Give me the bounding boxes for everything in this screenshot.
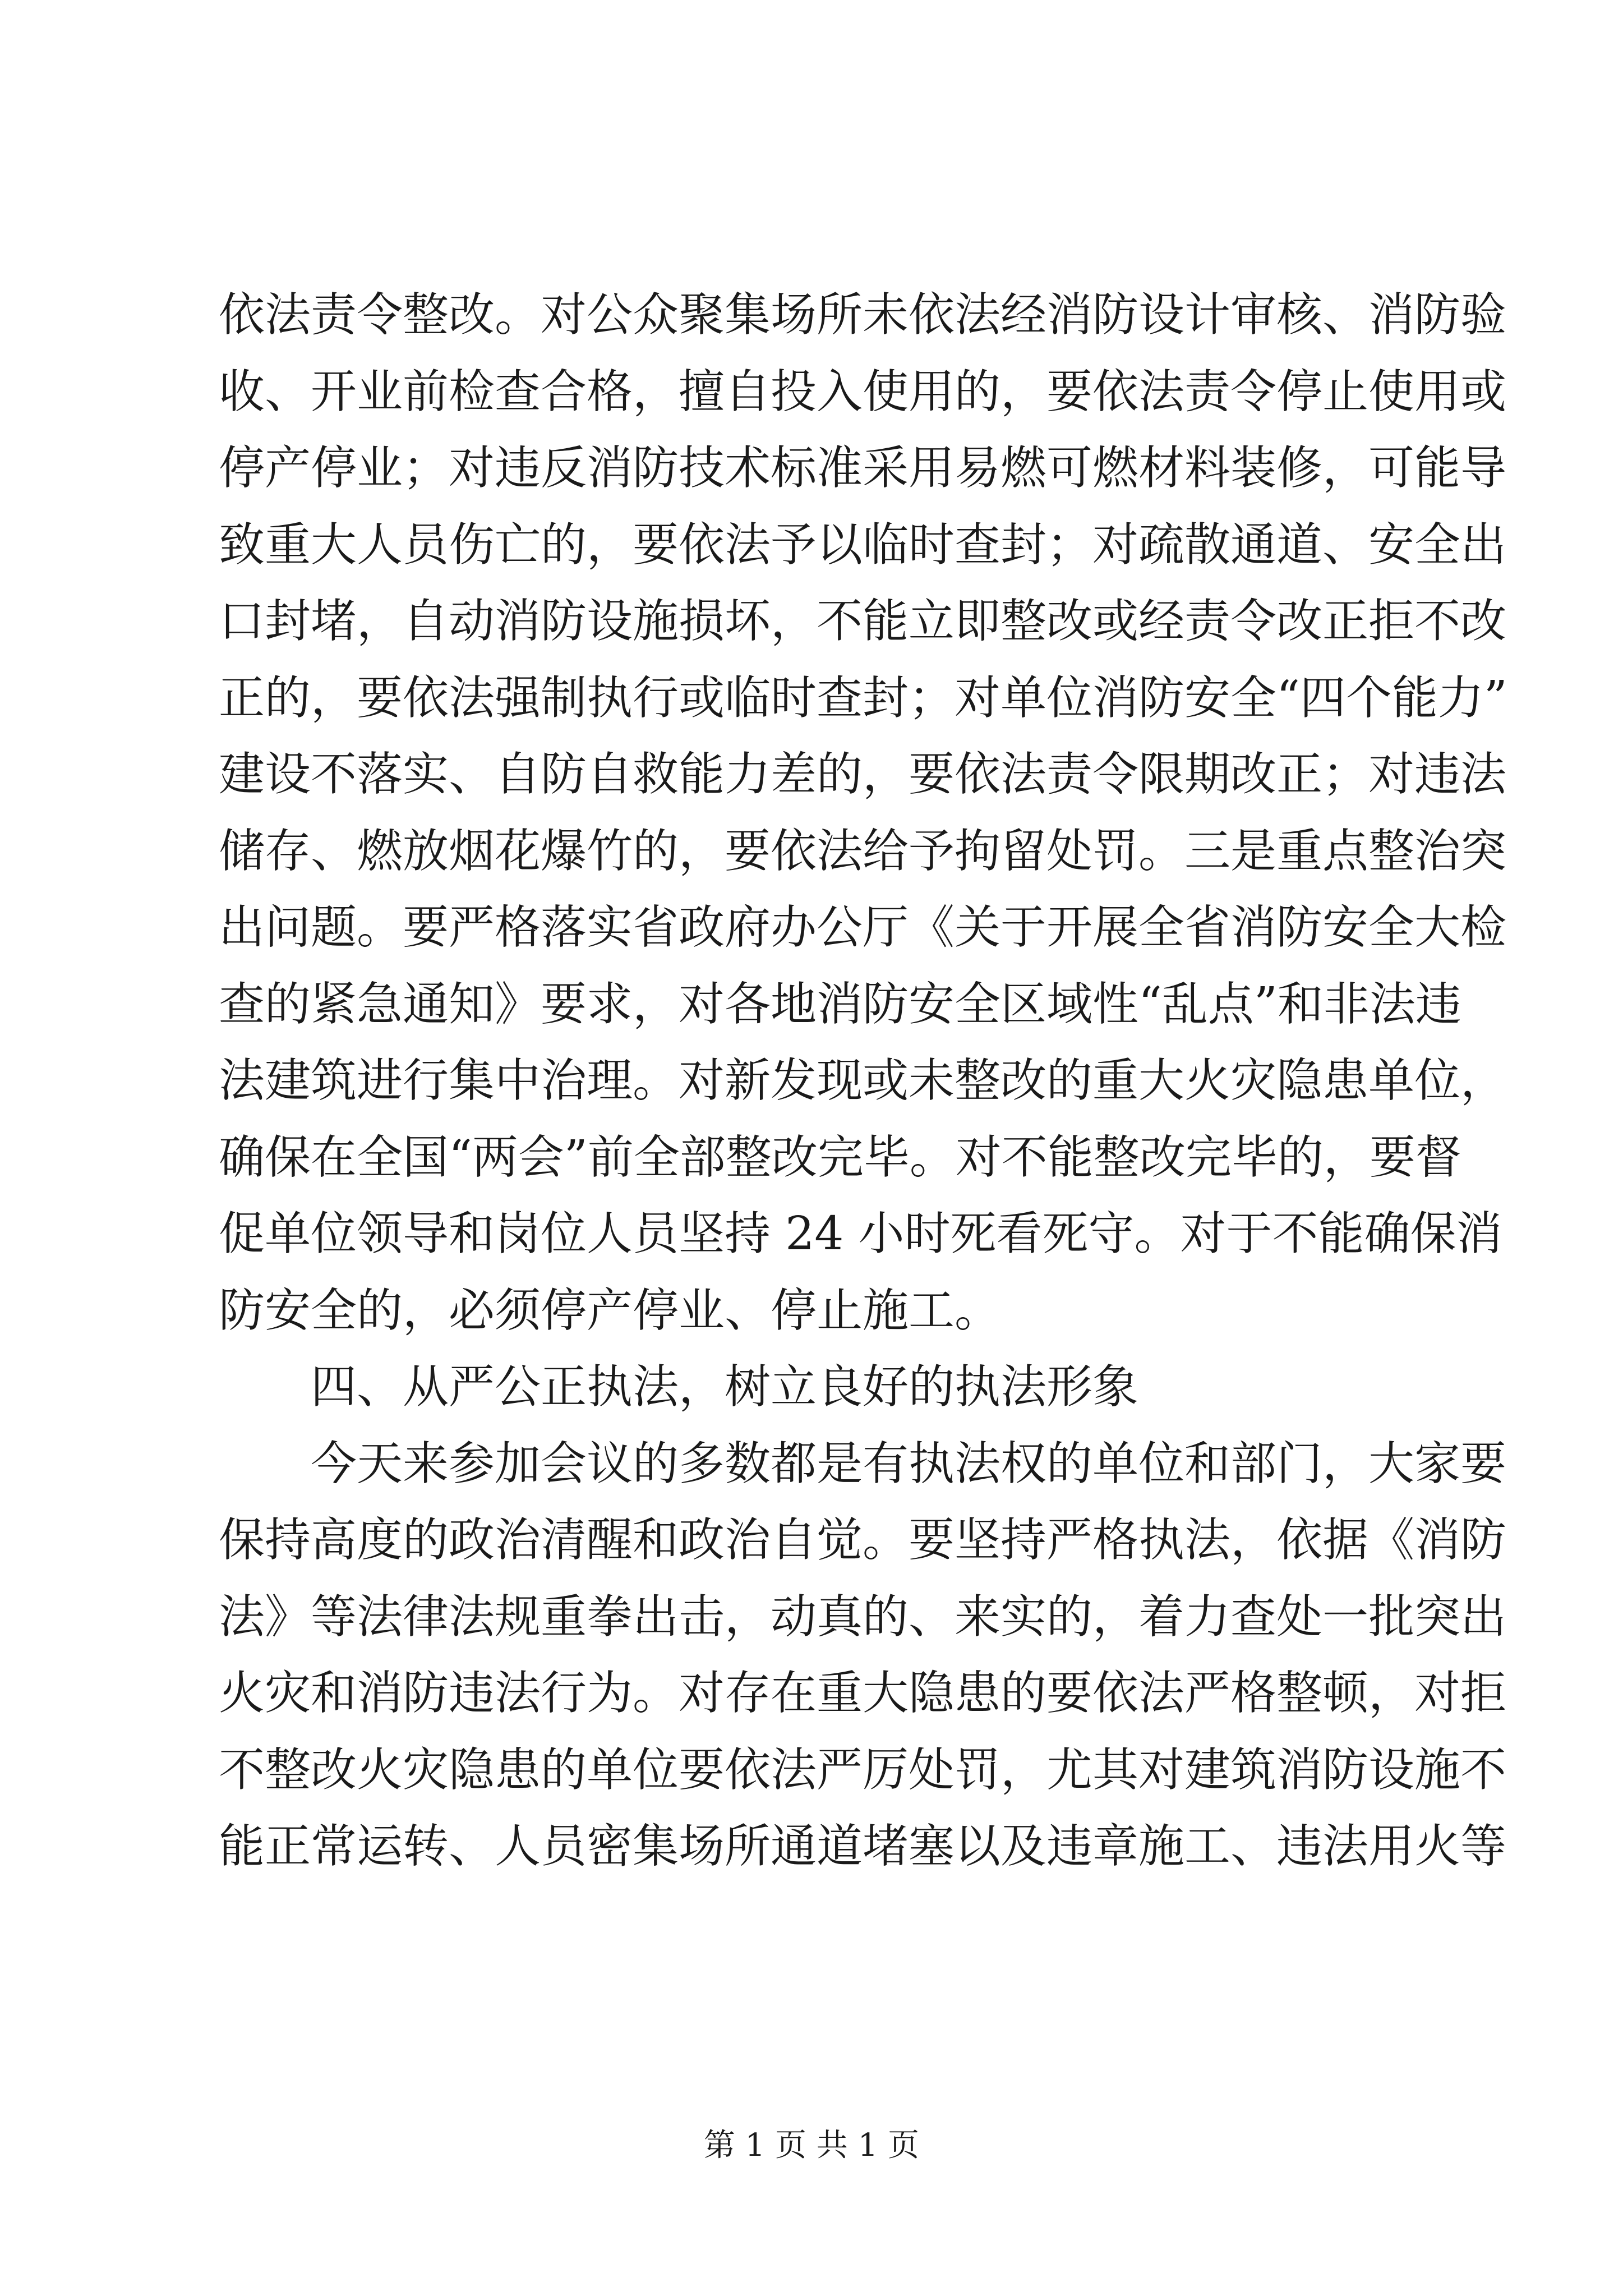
- text-line: 出问题。要严格落实省政府办公厅《关于开展全省消防安全大检: [219, 901, 1507, 954]
- text-line: 法》等法律法规重拳出击，动真的、来实的，着力查处一批突出: [219, 1590, 1507, 1644]
- text-line: 火灾和消防违法行为。对存在重大隐患的要依法严格整顿，对拒: [219, 1667, 1507, 1720]
- text-line: 促单位领导和岗位人员坚持 24 小时死看死守。对于不能确保消: [219, 1207, 1502, 1260]
- page-number-label: 第 1 页 共 1 页: [703, 2127, 920, 2164]
- text-line: 建设不落实、自防自救能力差的，要依法责令限期改正；对违法: [219, 748, 1507, 801]
- text-line: 不整改火灾隐患的单位要依法严厉处罚，尤其对建筑消防设施不: [219, 1743, 1507, 1797]
- text-line: 今天来参加会议的多数都是有执法权的单位和部门，大家要: [311, 1437, 1507, 1490]
- text-line: 能正常运转、人员密集场所通道堵塞以及违章施工、违法用火等: [219, 1820, 1507, 1873]
- text-line: 收、开业前检查合格，擅自投入使用的，要依法责令停止使用或: [219, 365, 1507, 418]
- text-line: 保持高度的政治清醒和政治自觉。要坚持严格执法，依据《消防: [219, 1513, 1507, 1567]
- text-line: 法建筑进行集中治理。对新发现或未整改的重大火灾隐患单位，: [219, 1054, 1507, 1107]
- text-line: 查的紧急通知》要求，对各地消防安全区域性“乱点”和非法违: [219, 977, 1461, 1031]
- page-footer: [0, 2126, 1623, 2165]
- text-line: 储存、燃放烟花爆竹的，要依法给予拘留处罚。三是重点整治突: [219, 824, 1507, 878]
- document-body: [219, 277, 1507, 1885]
- section-heading: 四、从严公正执法，树立良好的执法形象: [311, 1360, 1139, 1414]
- text-line: 停产停业；对违反消防技术标准采用易燃可燃材料装修，可能导: [219, 441, 1507, 495]
- text-line: 确保在全国“两会”前全部整改完毕。对不能整改完毕的，要督: [219, 1130, 1461, 1184]
- text-line: 防安全的，必须停产停业、停止施工。: [219, 1283, 1001, 1337]
- text-line: 正的，要依法强制执行或临时查封；对单位消防安全“四个能力”: [219, 671, 1507, 725]
- text-line: 口封堵，自动消防设施损坏，不能立即整改或经责令改正拒不改: [219, 595, 1507, 648]
- text-line: 致重大人员伤亡的，要依法予以临时查封；对疏散通道、安全出: [219, 518, 1507, 572]
- text-line: 依法责令整改。对公众聚集场所未依法经消防设计审核、消防验: [219, 288, 1507, 342]
